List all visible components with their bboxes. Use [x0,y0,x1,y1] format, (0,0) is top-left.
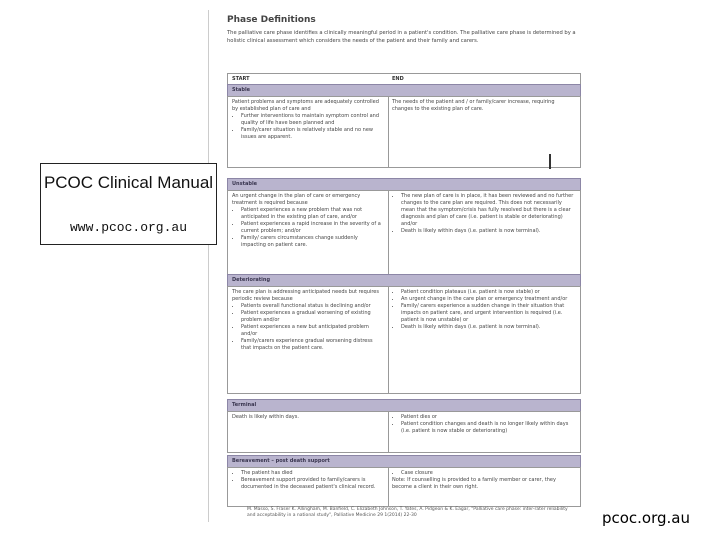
column-divider [388,412,389,452]
start-column [232,193,384,249]
start-bullets [232,303,384,352]
end-column [392,99,576,113]
section-body-stable [227,96,581,168]
list-item: • Family/carer situation is relatively stable and no new issues are apparent. [241,127,384,141]
section-name: Deteriorating [232,277,271,283]
end-column [392,414,576,435]
column-divider [388,287,389,393]
start-column [232,470,384,491]
list-item: • Patient condition plateaus (i.e. patient is now stable) or [401,289,576,296]
pcoc-manual-overlay [40,163,217,245]
list-item: • The new plan of care is in place, it has been reviewed and no further changes to the care plan are required. This does not necessarily mean that the symptom/crisis has fully resolved but there is a clear diagnosis and plan of care (i.e. patient is stable or deteriorating) and/or [401,193,576,228]
end-note: Note: If counselling is provided to a family member or carer, they become a client in their own right. [392,477,556,490]
list-item: • Patient experiences a rapid increase in the severity of a current problem; and/or [241,221,384,235]
start-intro: An urgent change in the plan of care or emergency treatment is required because [232,193,361,206]
section-body-bereavement [227,467,581,507]
section-name: Bereavement – post death support [232,458,330,464]
start-column [232,414,384,421]
section-name: Unstable [232,181,258,187]
list-item: • Patient dies or [401,414,576,421]
end-label: END [392,76,404,82]
overlay-title: PCOC Clinical Manual [43,173,214,192]
column-divider [388,468,389,506]
document-title: Phase Definitions [227,15,316,25]
list-item: • Case closure [401,470,576,477]
start-bullets [232,207,384,249]
citation: M. Masso, S. Fraser K. Allingham, M. Banfield, C. Elizabeth Johnson, T. Yates, A. Pidgeon & K. Eagar, "Palliative care phase: inter-rater reliability and acceptability in a national study", Palliative Medicine 29 1(2014) 22-30 [247,507,568,518]
section-body-terminal [227,411,581,453]
document-intro: The palliative care phase identifies a clinically meaningful period in a patient's condition. The palliative care phase is determined by a holistic clinical assessment which considers the needs of the patient and their family and carers. [227,30,576,44]
section-body-unstable [227,190,581,276]
start-intro: Patient problems and symptoms are adequately controlled by established plan of care and [232,99,379,112]
list-item: • An urgent change in the care plan or emergency treatment and/or [401,296,576,303]
footer-url[interactable]: pcoc.org.au [601,509,690,527]
list-item: • Death is likely within days (i.e. patient is now terminal). [401,228,576,235]
overlay-url[interactable]: www.pcoc.org.au [69,220,188,235]
section-name: Terminal [232,402,257,408]
start-column [232,99,384,141]
list-item: • Patient experiences a new problem that was not anticipated in the existing plan of care, and/or [241,207,384,221]
end-intro: The needs of the patient and / or family/carer increase, requiring changes to the existing plan of care. [392,99,555,112]
list-item: • Patients overall functional status is declining and/or [241,303,384,310]
start-bullets [232,470,384,491]
list-item: • Family/carers experience gradual worsening distress that impacts on the patient care. [241,338,384,352]
section-body-deteriorating [227,286,581,394]
list-item: • Family/ carers circumstances change suddenly impacting on patient care. [241,235,384,249]
phase-definitions-document [208,10,589,522]
list-item: • Patient condition changes and death is no longer likely within days (i.e. patient is now stable or deteriorating) [401,421,576,435]
end-column [392,289,576,331]
end-bullets [392,289,576,331]
start-bullets [232,113,384,141]
end-column [392,193,576,235]
start-label: START [232,76,250,82]
list-item: • Patient experiences a gradual worsening of existing problem and/or [241,310,384,324]
column-divider [388,191,389,275]
list-item: • Death is likely within days (i.e. patient is now terminal). [401,324,576,331]
section-name: Stable [232,87,251,93]
column-divider [388,97,389,167]
end-column [392,470,576,491]
start-intro: The care plan is addressing anticipated needs but requires periodic review because [232,289,379,302]
start-intro: Death is likely within days. [232,414,299,420]
end-bullets [392,414,576,435]
end-bullets [392,193,576,235]
text-cursor-mark [549,154,551,169]
list-item: • Family/ carers experience a sudden change in their situation that impacts on patient care, and urgent intervention is required (i.e. patient is now unstable) or [401,303,576,324]
list-item: • Further interventions to maintain symptom control and quality of life have been planned and [241,113,384,127]
end-bullets [392,470,576,477]
list-item: • The patient has died [241,470,384,477]
list-item: • Bereavement support provided to family/carers is documented in the deceased patient's clinical record. [241,477,384,491]
list-item: • Patient experiences a new but anticipated problem and/or [241,324,384,338]
start-column [232,289,384,352]
